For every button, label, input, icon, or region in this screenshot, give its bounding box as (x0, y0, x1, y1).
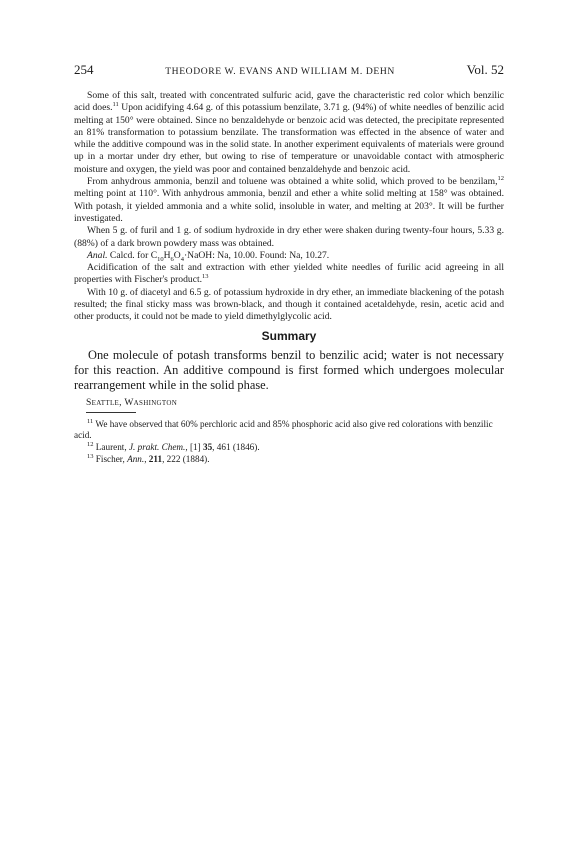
paragraph-potassium-benzilate: Some of this salt, treated with concentrated sulfuric acid, gave the characteristic red color which benzilic acid does.$^{11}$ Upon acidifying 4.64 g. of this potassium benzilate, 3.71 g. (94%) of white needles of benzilic acid melting at 150° were obtained. Since no benzaldehyde or benzoic acid was detected, the precipitate represented an 81% transformation to potassium benzilate. The transformation was effected in the absence of water and while the additive compound was in the solid state. In another experiment equivalents of materials were ground up in a mortar under dry ether, but owing to rise of temperature or unavoidable contact with atmospheric moisture and oxygen, the yield was poor and contained benzaldehyde and benzoic acid. (74, 90, 504, 175)
paragraph-analysis: Anal. Calcd. for $C_{10}H_6O_4\cdot NaOH$: Na, 10.00. Found: Na, 10.27. (87, 249, 330, 263)
footnote-ref: 12 (497, 174, 504, 182)
footnote-11: $^{11}$ We have observed that 60% perchloric acid and 85% phosphoric acid also give red colorations with benzilic acid. (74, 417, 493, 441)
footnote-divider (86, 412, 136, 413)
author-location: Seattle, Washington (86, 396, 178, 408)
page (74, 62, 504, 465)
paragraph-furilic-acid: Acidification of the salt and extraction with ether yielded white needles of furilic acid agreeing in all properties with Fischer's product.$^{13}$ (74, 262, 504, 286)
footnote-ref: 11 (112, 101, 119, 109)
footnote-12: $^{12}$ Laurent, J. prakt. Chem., [1] 35, 461 (1846). (87, 440, 260, 453)
running-authors: THEODORE W. EVANS AND WILLIAM M. DEHN (165, 66, 395, 77)
footnote-ref: 13 (202, 273, 209, 281)
footnote-13: $^{13}$ Fischer, Ann., 211, 222 (1884). (87, 452, 210, 464)
paragraph-furil: When 5 g. of furil and 1 g. of sodium hydroxide in dry ether were shaken during twenty-four hours, 5.33 g. (88%) of a dark brown powdery mass was obtained. (74, 225, 504, 249)
page-number: 254 (74, 62, 94, 77)
volume-label: Vol. 52 (466, 62, 504, 77)
paragraph-ammonia: From anhydrous ammonia, benzil and toluene was obtained a white solid, which proved to be benzilam,$^{12}$ melting point at 110°. With anhydrous ammonia, benzil and ether a white solid melting at 158° was obtained. With potash, it yielded ammonia and a white solid, insoluble in water, and melting at 203°. It will be further investigated. (74, 174, 504, 224)
running-header (74, 62, 504, 78)
paragraph-diacetyl: With 10 g. of diacetyl and 6.5 g. of potassium hydroxide in dry ether, an immediate blackening of the potash resulted; the final sticky mass was brown-black, and though it contained acetaldehyde, resin, acetic acid and other products, it could not be made to yield dimethylglycolic acid. (74, 286, 504, 323)
summary-text: One molecule of potash transforms benzil to benzilic acid; water is not necessary for this reaction. An additive compound is first formed which undergoes molecular rearrangement while in the solid phase. (74, 347, 504, 393)
summary-heading: Summary (261, 328, 317, 343)
